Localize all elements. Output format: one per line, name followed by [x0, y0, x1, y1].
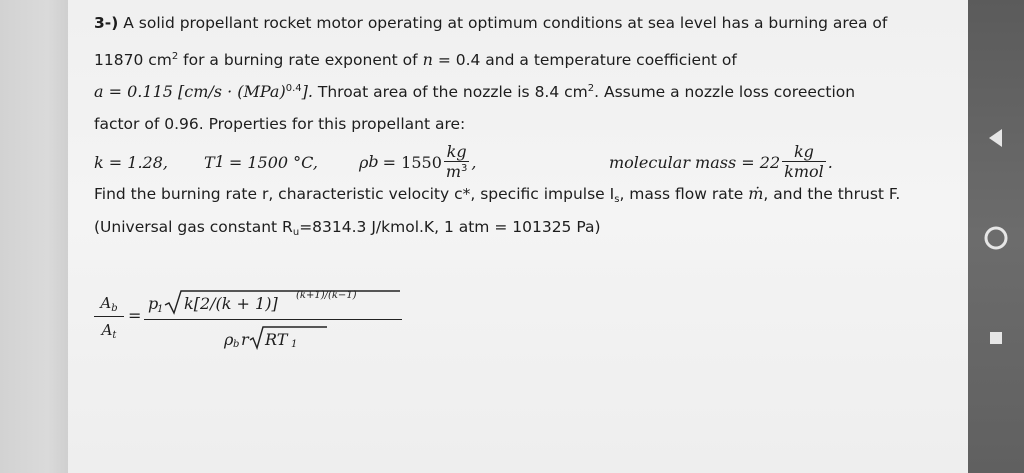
problem-line-4: factor of 0.96. Properties for this propellant are: [94, 115, 466, 133]
screen-left-margin [0, 0, 68, 473]
problem-line-2: 11870 $cm^2$ for a burning rate exponent of n = 0.4 and a temperature coefficient of [94, 50, 737, 69]
problem-line-7: (Universal gas constant $R_u=8314.3$ J/kmol.K, 1 atm = 101325 Pa) [94, 218, 601, 238]
recent-apps-button[interactable] [968, 329, 1024, 347]
area-ratio: $A_b$ $A_t$ [94, 290, 124, 343]
prop-t1: T 1 = 1500 °C, [204, 152, 318, 172]
formula-denominator: ρ b r RT 1 [144, 324, 402, 352]
molecular-mass-unit-fraction: $\frac{kg}{\text{kmol}}$ [784, 141, 824, 181]
problem-line-6: Find the burning rate r, characteristic velocity c*, specific impulse $I_s$, mass flow rate ṁ, and the thrust F. [94, 184, 901, 205]
home-circle-icon [983, 225, 1009, 251]
problem-page: 3-) A solid propellant rocket motor operating at optimum conditions at sea level has a burning area of 11870 $cm^2$ for a burning rate exponent of n = 0.4 and a temperature coefficient of a = 0.115 [cm/s · (MPa)$^{0.4}$]. Throat area of the nozzle is 8.4 $cm^2$. Assume a nozzle loss coreection factor of 0.96. Properties for this propellant are: k = 1.28, T 1 = 1500 °C, ρ b = 1550 $\frac{kg}{m^3}$ , molecular mass = 22 $\frac{kg}{\text{kmol}}$ . Find the burning rate r, characteristic velocity c*, specific impulse $I_s$, mass flow rate ṁ, and the thrust F. (Universal gas constant $R_u=8314.3$ J/kmol.K, 1 atm = 101325 Pa) $A_b$ $A_t$ = p 1 k[2/(k + 1)] (k+1)/(k−1) ρ b r RT 1 [68, 0, 968, 473]
problem-line-3: a = 0.115 [cm/s · (MPa)$^{0.4}$]. Throat area of the nozzle is 8.4 $cm^2$. Assume a nozzle loss coreection [94, 82, 856, 101]
back-triangle-icon [987, 128, 1005, 148]
android-navigation-bar [968, 0, 1024, 473]
back-button[interactable] [968, 127, 1024, 149]
density-unit-fraction: $\frac{kg}{m^3}$ [445, 141, 468, 181]
problem-line-1: 3-) A solid propellant rocket motor operating at optimum conditions at sea level has a burning area of [94, 14, 888, 32]
square-root-sign-icon [249, 324, 329, 352]
problem-number: 3-) [94, 14, 119, 32]
formula-numerator: p 1 k[2/(k + 1)] (k+1)/(k−1) [144, 288, 402, 316]
temperature-coefficient: a = 0.115 [cm/s · (MPa) [94, 82, 286, 101]
home-button[interactable] [968, 225, 1024, 251]
prop-k: k = 1.28, [94, 152, 168, 172]
recent-square-icon [989, 331, 1003, 345]
prop-density: ρ b = 1550 $\frac{kg}{m^3}$ , [359, 141, 477, 181]
prop-molecular-mass: molecular mass = 22 $\frac{kg}{\text{kmol}}$ . [609, 141, 833, 181]
formula-fraction-bar [144, 319, 402, 320]
